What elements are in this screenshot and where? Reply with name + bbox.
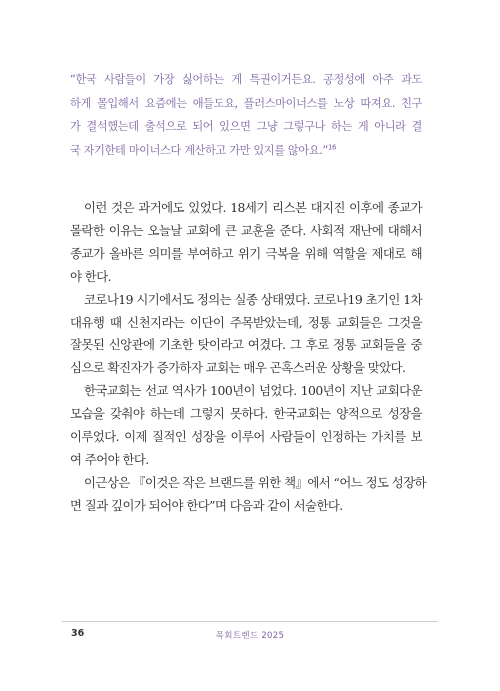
quote-line xyxy=(70,139,422,163)
quote-line: 가 결석했는데 출석으로 되어 있으면 그냥 그렇구나 하는 게 아니라 결 xyxy=(70,120,422,134)
footer-divider xyxy=(62,621,438,622)
page-number: 36 xyxy=(71,628,85,639)
text-line: 코로나19 시기에서도 정의는 실종 상태였다. 코로나19 초기인 1차 xyxy=(84,291,422,307)
text-line: 잘못된 신앙관에 기초한 탓이라고 여겼다. 그 후로 정통 교회들을 중 xyxy=(70,337,422,353)
paragraph xyxy=(70,289,422,381)
text-line: 이루었다. 이제 질적인 성장을 이루어 사람들이 인정하는 가치를 보 xyxy=(70,429,422,445)
quote-line-text: 국 자기한테 마이너스다 계산하고 가만 있지를 않아요.” xyxy=(70,143,328,157)
quotation-block xyxy=(70,68,422,162)
text-line: 종교가 올바른 의미를 부여하고 위기 극복을 위해 역할을 제대로 해 xyxy=(70,245,422,261)
text-line: 모습을 갖춰야 하는데 그렇지 못하다. 한국교회는 양적으로 성장을 xyxy=(70,406,422,422)
text-line: 이근상은 『이것은 작은 브랜드를 위한 책』에서 “어느 정도 성장하 xyxy=(84,474,427,490)
body-text xyxy=(70,197,427,518)
quote-line: 하게 몰입해서 요즘에는 애들도요, 플러스마이너스를 노상 따져요. 친구 xyxy=(70,96,422,110)
paragraph xyxy=(70,380,422,472)
text-line: 여 주어야 한다. xyxy=(70,451,149,467)
text-line: 야 한다. xyxy=(70,268,112,284)
paragraph xyxy=(70,197,422,289)
running-title: 목회트렌드 2025 xyxy=(215,631,285,641)
text-line: 대유행 때 신천지라는 이단이 주목받았는데, 정통 교회들은 그것을 xyxy=(70,314,422,330)
footnote-marker: 16 xyxy=(327,143,337,152)
text-line: 면 질과 깊이가 되어야 한다”며 다음과 같이 서술한다. xyxy=(70,497,343,513)
text-line: 한국교회는 선교 역사가 100년이 넘었다. 100년이 지난 교회다운 xyxy=(84,383,422,399)
text-line: 이런 것은 과거에도 있었다. 18세기 리스본 대지진 이후에 종교가 xyxy=(84,200,422,215)
text-line: 몰락한 이유는 오늘날 교회에 큰 교훈을 준다. 사회적 재난에 대해서 xyxy=(70,222,422,238)
quote-line: “한국 사람들이 가장 싫어하는 게 특권이거든요. 공정성에 아주 과도 xyxy=(70,73,422,86)
paragraph xyxy=(70,472,427,518)
text-line: 심으로 확진자가 증가하자 교회는 매우 곤혹스러운 상황을 맞았다. xyxy=(70,360,406,376)
